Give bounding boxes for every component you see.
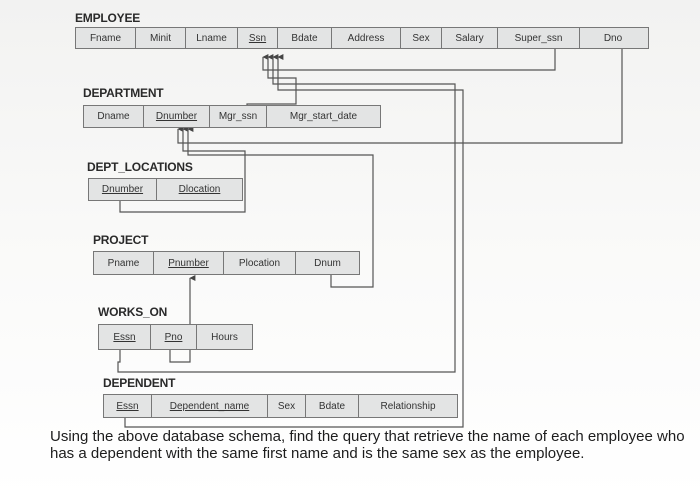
department-mgr-ssn: Mgr_ssn [210,106,267,127]
question-text: Using the above database schema, find the query that retrieve the name of each employee who has a dependent with the same first name and is the same sex as the employee. [50,428,685,462]
project-pnumber-key: Pnumber [154,252,224,274]
department-dname: Dname [84,106,144,127]
employee-salary: Salary [442,28,498,48]
employee-ssn-key: Ssn [238,28,278,48]
dept-locations-dnumber-key: Dnumber [89,179,157,200]
employee-minit: Minit [136,28,186,48]
employee-title: EMPLOYEE [75,11,141,25]
dependent-relationship: Relationship [380,400,436,412]
employee-lname: Lname [186,28,238,48]
dependent-bdate: Bdate [306,395,359,417]
works-on-essn-key: Essn [99,325,151,349]
department-relation [83,105,381,128]
dependent-sex: Sex [268,395,306,417]
dependent-name-key: Dependent_name [152,395,268,417]
project-plocation: Plocation [224,252,296,274]
employee-fname: Fname [76,28,136,48]
dept-locations-title: DEPT_LOCATIONS [87,160,193,174]
employee-sex: Sex [401,28,442,48]
employee-relation [75,27,649,49]
dependent-essn-key: Essn [104,395,152,417]
department-title: DEPARTMENT [83,86,164,100]
dependent-title: DEPENDENT [103,376,176,390]
project-pname: Pname [94,252,154,274]
dept-locations-relation [88,178,243,201]
works-on-title: WORKS_ON [98,305,168,319]
project-relation [93,251,360,275]
dept-locations-dlocation-key: Dlocation [178,184,221,195]
department-mgr-start-date: Mgr_start_date [289,111,358,122]
dependent-relation [103,394,458,418]
employee-bdate: Bdate [278,28,332,48]
fk-dno [178,47,622,143]
project-title: PROJECT [93,233,149,247]
works-on-hours: Hours [211,331,238,343]
employee-dno: Dno [603,32,623,44]
works-on-pno-key: Pno [151,325,197,349]
employee-super-ssn: Super_ssn [498,28,580,48]
project-dnum: Dnum [314,257,341,269]
employee-address: Address [332,28,401,48]
fk-super-ssn [263,47,555,70]
works-on-relation [98,324,253,350]
department-dnumber-key: Dnumber [144,106,210,127]
